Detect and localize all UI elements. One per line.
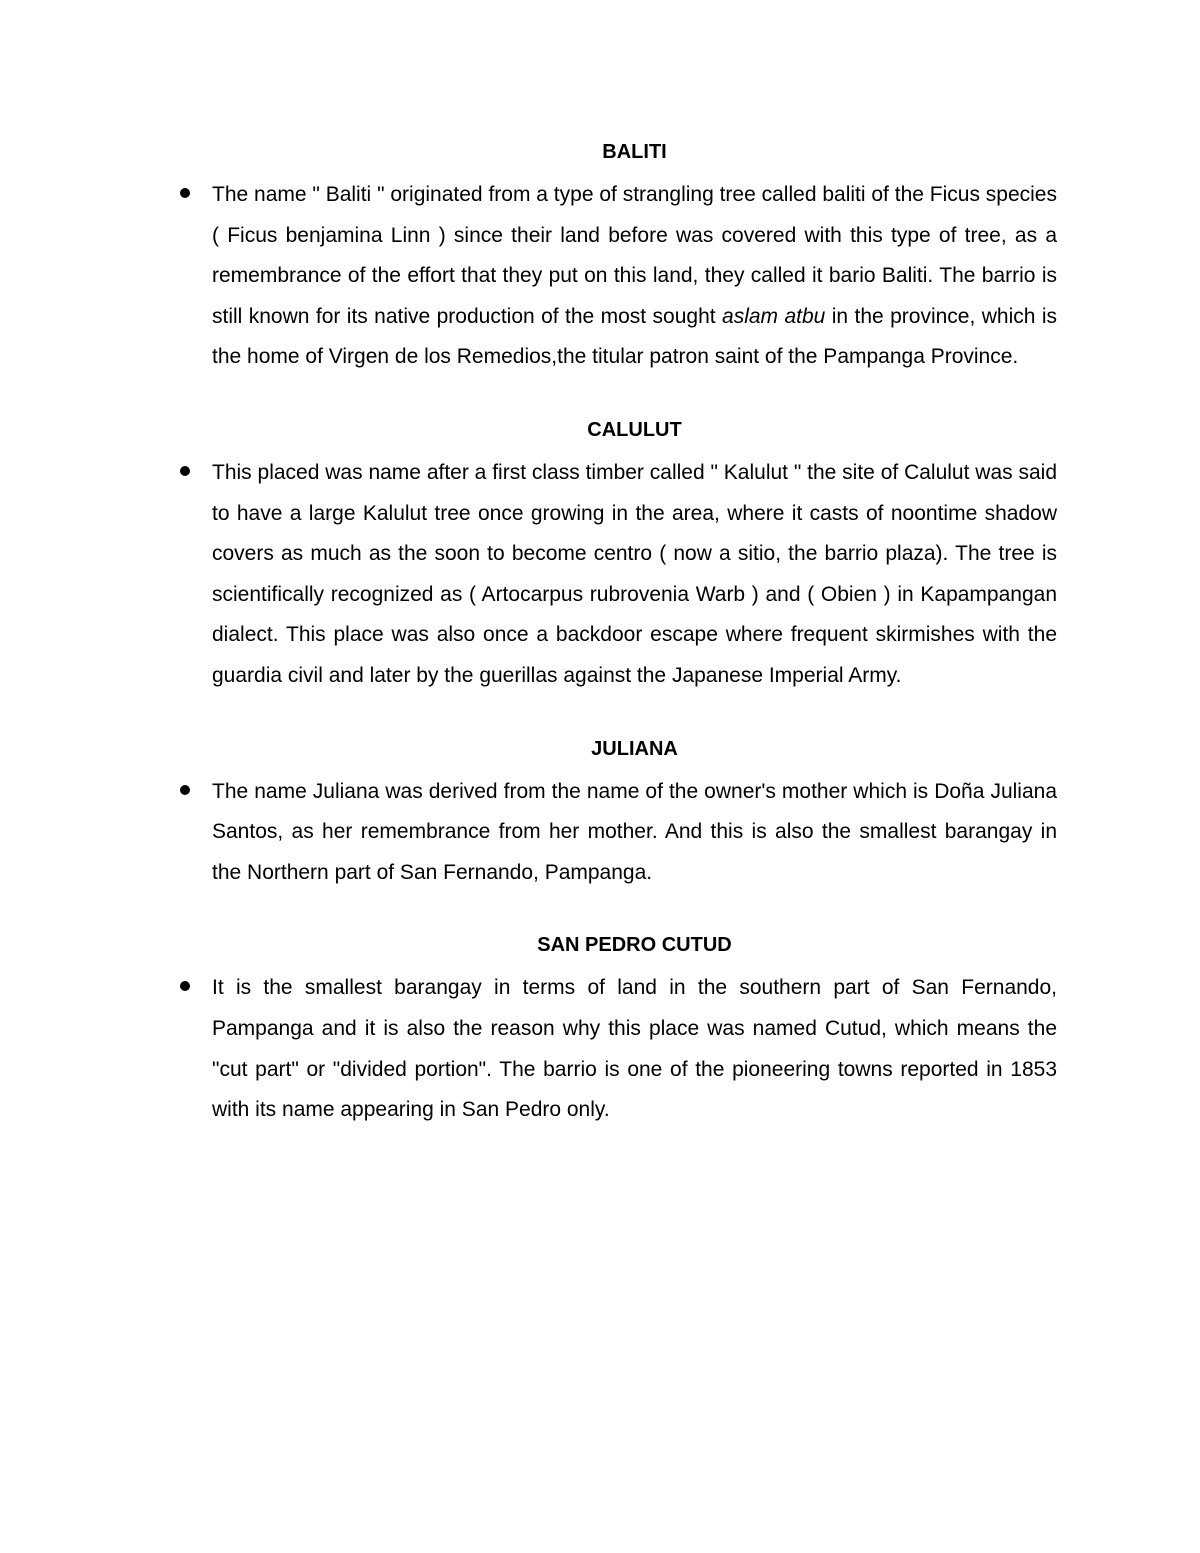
bullet-item: [170, 968, 1057, 1130]
section-paragraph: This placed was name after a first class timber called " Kalulut " the site of Calulut was said to have a large Kalulut tree once growing in the area, where it casts of noontime shadow covers as much as the soon to become centro ( now a sitio, the barrio plaza). The tree is scientifically recognized as ( Artocarpus rubrovenia Warb ) and ( Obien ) in Kapampangan dialect. This place was also once a backdoor escape where frequent skirmishes with the guardia civil and later by the guerillas against the Japanese Imperial Army.: [212, 460, 1057, 687]
paragraph-text: The name " Baliti " originated from a type of strangling tree called baliti of the Ficus species ( Ficus benjamina Linn ) since their land before was covered with this type of tree, as a remembrance of the effort that they put on this land, they called it bario Baliti. The barrio is still known for its native production of the most sought: [212, 183, 1057, 328]
section-baliti: [170, 140, 1057, 378]
section-paragraph: The name Juliana was derived from the name of the owner's mother which is Doña Juliana Santos, as her remembrance from her mother. And this is also the smallest barangay in the Northern part of San Fernando, Pampanga.: [212, 779, 1057, 884]
section-heading: JULIANA: [591, 737, 678, 760]
section-heading: CALULUT: [587, 418, 682, 441]
section-heading: BALITI: [602, 141, 667, 163]
bullet-item: [170, 772, 1057, 894]
bullet-item: [170, 175, 1057, 378]
section-heading: SAN PEDRO CUTUD: [537, 934, 732, 957]
section-paragraph: It is the smallest barangay in terms of land in the southern part of San Fernando, Pampanga and it is also the reason why this place was named Cutud, which means the "cut part" or "divided portion". The barrio is one of the pioneering towns reported in 1853 with its name appearing in San Pedro only.: [212, 976, 1057, 1122]
paragraph-text: in the province, which is the home of Virgen de los Remedios,the titular patron saint of the Pampanga Province.: [212, 304, 1057, 369]
bullet-icon: [180, 981, 190, 991]
bullet-item: [170, 453, 1057, 697]
section-calulut: [170, 418, 1057, 697]
bullet-icon: [180, 466, 190, 476]
italic-term: aslam atbu: [722, 304, 826, 328]
section-paragraph: [212, 175, 1057, 378]
section-juliana: [170, 737, 1057, 894]
document-body: [170, 140, 1057, 1131]
bullet-icon: [180, 188, 190, 198]
section-san-pedro-cutud: [170, 933, 1057, 1130]
bullet-icon: [180, 785, 190, 795]
